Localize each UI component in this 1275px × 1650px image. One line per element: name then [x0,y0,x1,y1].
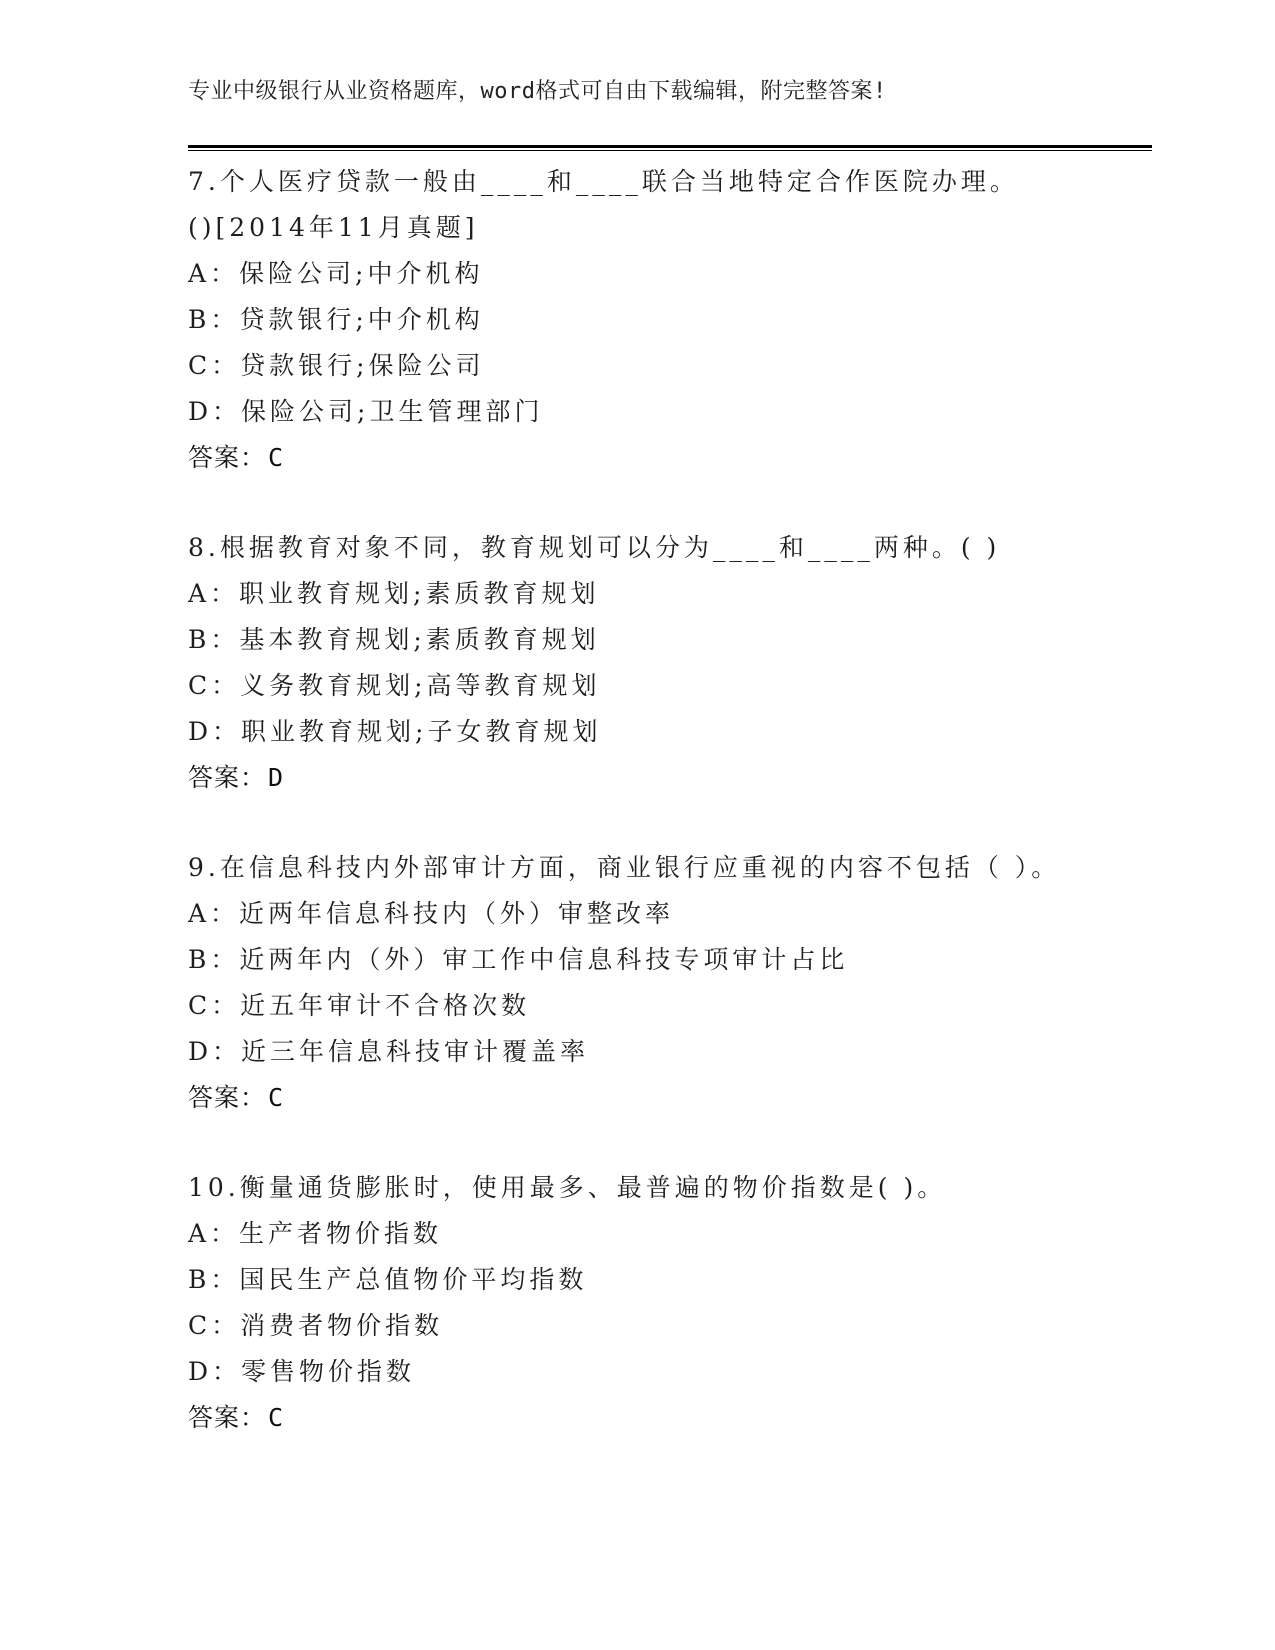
option-c: C：义务教育规划;高等教育规划 [188,671,601,700]
question-stem: 7.个人医疗贷款一般由____和____联合当地特定合作医院办理。 [188,167,1019,196]
answer-line [188,435,1148,480]
answer-label: 答案： [188,1403,267,1432]
option-c: C：贷款银行;保险公司 [188,351,485,380]
option-b: B：贷款银行;中介机构 [188,305,484,334]
option-b: B：国民生产总值物价平均指数 [188,1265,588,1294]
option-a: A：近两年信息科技内（外）审整改率 [188,899,675,928]
question-item [188,525,1148,800]
header-rule-thin [188,150,1152,151]
question-stem-continued: ()[2014年11月真题] [188,213,479,242]
question-item [188,159,1148,480]
option-d: D：近三年信息科技审计覆盖率 [188,1037,590,1066]
answer-value: C [268,1083,285,1112]
option-b: B：近两年内（外）审工作中信息科技专项审计占比 [188,945,849,974]
answer-label: 答案： [188,763,267,792]
answer-label: 答案： [188,443,267,472]
option-a: A：生产者物价指数 [188,1219,443,1248]
question-list [188,159,1148,1485]
answer-label: 答案： [188,1083,267,1112]
page-header: 专业中级银行从业资格题库，word格式可自由下载编辑，附完整答案! [188,79,887,104]
question-stem: 8.根据教育对象不同，教育规划可以分为____和____两种。( ) [188,533,1001,562]
option-d: D：零售物价指数 [188,1357,416,1386]
header-rule-thick [188,145,1152,148]
answer-value: C [268,443,285,472]
option-d: D：职业教育规划;子女教育规划 [188,717,602,746]
option-a: A：保险公司;中介机构 [188,259,484,288]
question-item [188,845,1148,1120]
option-a: A：职业教育规划;素质教育规划 [188,579,600,608]
option-c: C：消费者物价指数 [188,1311,444,1340]
question-item [188,1165,1148,1440]
answer-line [188,1075,1148,1120]
answer-line [188,755,1148,800]
answer-value: D [268,763,285,792]
answer-line [188,1395,1148,1440]
question-stem: 9.在信息科技内外部审计方面，商业银行应重视的内容不包括（ ）。 [188,853,1061,882]
option-b: B：基本教育规划;素质教育规划 [188,625,600,654]
question-stem: 10.衡量通货膨胀时，使用最多、最普遍的物价指数是( )。 [188,1173,947,1202]
option-d: D：保险公司;卫生管理部门 [188,397,544,426]
answer-value: C [268,1403,285,1432]
option-c: C：近五年审计不合格次数 [188,991,531,1020]
